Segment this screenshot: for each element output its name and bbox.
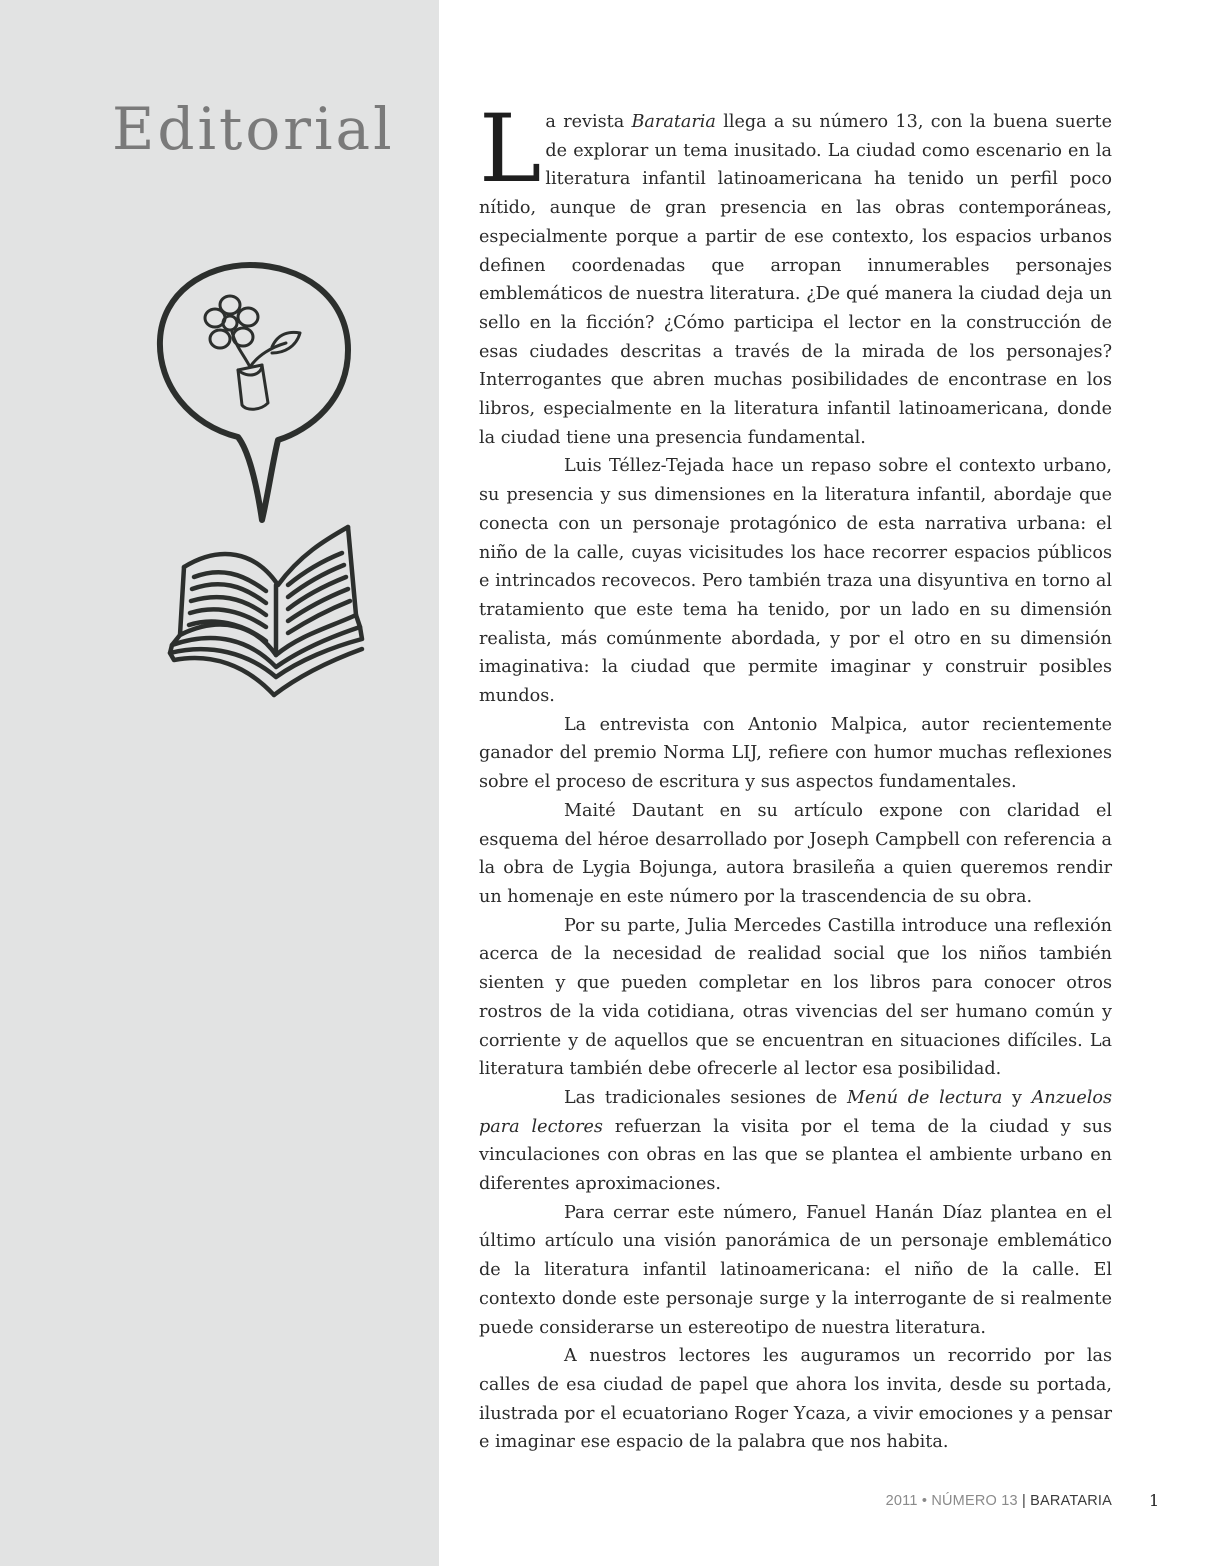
text-run: Para cerrar este número, Fanuel Hanán Díaz plantea en el último artículo una visión panorámica de un personaje emblemático de la literatura infantil latinoamericana: el niño de la calle. El contexto donde este personaje surge y la interrogante de si realmente puede considerarse un estereotipo de nuestra literatura. <box>479 1202 1112 1338</box>
sidebar-panel <box>0 0 439 1566</box>
text-run: llega a su número 13, con la buena suerte de explorar un tema inusitado. La ciudad como escenario en la literatura infantil latinoamericana ha tenido un perfil poco nítido, aunque de gran presencia en las obras contemporáneas, especialmente porque a partir de ese contexto, los espacios urbanos definen coordenadas que arropan innumerables personajes emblemáticos de nuestra literatura. ¿De qué manera la ciudad deja un sello en la ficción? ¿Cómo participa el lector en la construcción de esas ciudades descritas a través de la mirada de los personajes? Interrogantes que abren muchas posibilidades de encontrase en los libros, especialmente en la literatura infantil latinoamericana, donde la ciudad tiene una presencia fundamental. <box>479 112 1112 448</box>
body-paragraph <box>479 452 1112 710</box>
text-run: A nuestros lectores les auguramos un recorrido por las calles de esa ciudad de papel que ahora los invita, desde su portada, ilustrada por el ecuatoriano Roger Ycaza, a vivir emociones y a pensar e imaginar ese espacio de la palabra que nos habita. <box>479 1346 1112 1453</box>
text-run: La entrevista con Antonio Malpica, autor recientemente ganador del premio Norma LIJ, refiere con humor muchas reflexiones sobre el proceso de escritura y sus aspectos fundamentales. <box>479 714 1112 793</box>
text-run: Maité Dautant en su artículo expone con claridad el esquema del héroe desarrollado por Joseph Campbell con referencia a la obra de Lygia Bojunga, autora brasileña a quien queremos rendir un homenaje en este número por la trascendencia de su obra. <box>479 800 1112 907</box>
editorial-illustration <box>150 255 370 725</box>
page-title: Editorial <box>112 95 395 163</box>
flower-pot-icon <box>205 296 300 409</box>
text-run: Por su parte, Julia Mercedes Castilla introduce una reflexión acerca de la necesidad de realidad social que los niños también sienten y que pueden completar en los libros para conocer otros rostros de la vida cotidiana, otras vivencias del ser humano común y corriente y de aquellos que se encuentran en situaciones difíciles. La literatura también debe ofrecerle al lector esa posibilidad. <box>479 915 1112 1080</box>
text-run: Las tradicionales sesiones de <box>564 1087 847 1108</box>
footer-issue: 2011 • NÚMERO 13 <box>885 1493 1022 1509</box>
footer-separator: | <box>1021 1493 1031 1509</box>
text-run: y <box>1002 1087 1032 1108</box>
lead-paragraph <box>479 95 1112 452</box>
body-paragraph <box>479 912 1112 1084</box>
text-run: refuerzan la visita por el tema de la ciudad y sus vinculaciones con obras en las que se plantea el ambiente urbano en diferentes aproximaciones. <box>479 1116 1112 1195</box>
editorial-body <box>479 95 1112 1457</box>
page-number: 1 <box>1149 1491 1160 1510</box>
body-paragraph <box>479 1342 1112 1457</box>
drop-cap: L <box>479 95 542 204</box>
page-footer <box>886 1493 1112 1509</box>
open-book-icon <box>170 527 362 695</box>
text-run: Luis Téllez-Tejada hace un repaso sobre el contexto urbano, su presencia y sus dimensiones en la literatura infantil, abordaje que conecta con un personaje protagónico de esta narrativa urbana: el niño de la calle, cuyas vicisitudes los hace recorrer espacios públicos e intrincados recovecos. Pero también traza una disyuntiva en torno al tratamiento que este tema ha tenido, por un lado en su dimensión realista, más comúnmente abordada, y por el otro en su dimensión imaginativa: la ciudad que permite imaginar y construir posibles mundos. <box>479 456 1112 707</box>
italic-title: Barataria <box>631 112 716 132</box>
speech-bubble-icon <box>160 265 348 520</box>
italic-title: Anzuelos para lectores <box>479 1087 1112 1137</box>
body-paragraph <box>479 711 1112 797</box>
body-paragraph <box>479 797 1112 912</box>
body-paragraph <box>479 1199 1112 1343</box>
text-run: a revista <box>545 112 632 132</box>
italic-title: Menú de lectura <box>846 1087 1003 1108</box>
footer-magazine: BARATARIA <box>1030 1493 1112 1509</box>
body-paragraph <box>479 1084 1112 1199</box>
